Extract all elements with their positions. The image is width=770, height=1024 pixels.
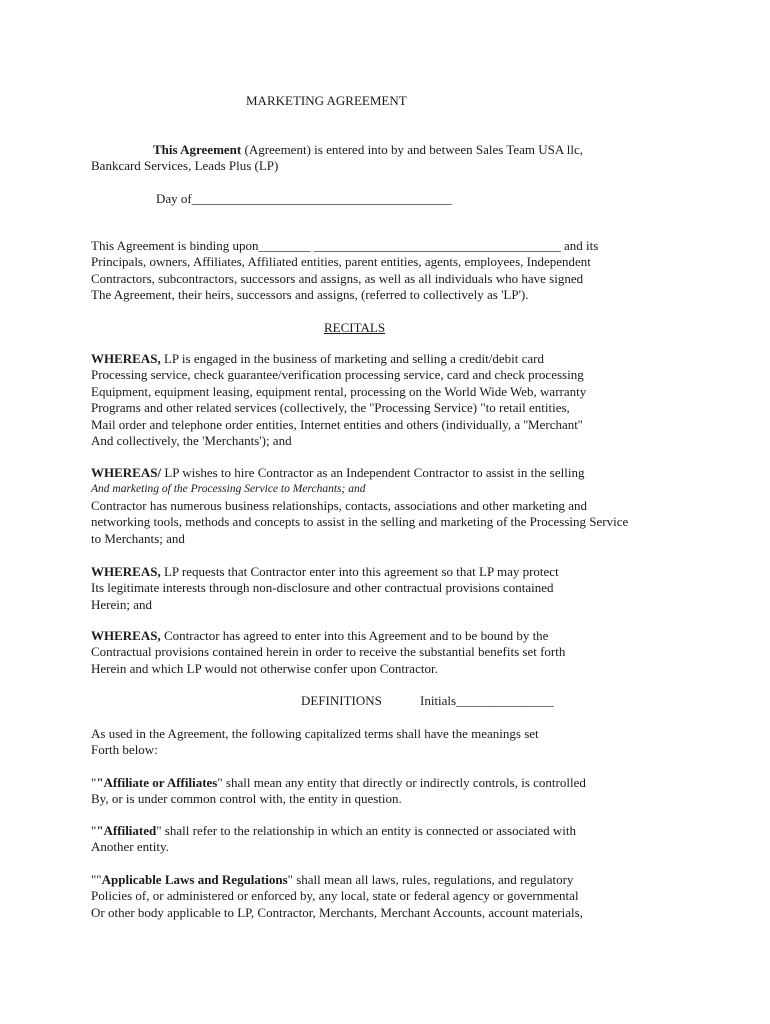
whereas-paragraph-1	[91, 351, 586, 449]
definition-term: "Affiliate or Affiliates	[96, 775, 218, 790]
whereas-text: LP wishes to hire Contractor as an Independent Contractor to assist in the selling	[161, 465, 585, 480]
whereas-first-line	[91, 628, 565, 644]
whereas-label: WHEREAS,	[91, 351, 161, 366]
definitions-heading: DEFINITIONS	[301, 693, 382, 708]
whereas-text: Contractor has agreed to enter into this Agreement and to be bound by the	[160, 628, 549, 643]
whereas-label: WHEREAS,	[91, 564, 161, 579]
whereas-line: Its legitimate interests through non-disclosure and other contractual provisions contained	[91, 580, 554, 596]
whereas-paragraph-4	[91, 628, 565, 677]
definition-quote: "	[91, 775, 97, 790]
day-line: Day of________________________________________	[156, 191, 452, 206]
recitals-heading: RECITALS	[324, 320, 386, 335]
intro-line-1	[153, 142, 583, 158]
whereas-line: Contractor has numerous business relationships, contacts, associations and other marketing and	[91, 497, 588, 513]
initials-line: Initials_______________	[420, 693, 554, 708]
whereas-italic-line: And marketing of the Processing Service to Merchants; and	[91, 483, 366, 496]
whereas-line: Programs and other related services (collectively, the ''Processing Service) "to retail entities,	[91, 400, 570, 416]
whereas-paragraph-3	[91, 564, 559, 613]
intro-text: (Agreement) is entered into by and between Sales Team USA llc,	[241, 142, 584, 157]
definition-term: Applicable Laws and Regulations	[101, 872, 288, 887]
definition-applicable-laws	[91, 872, 583, 921]
definitions-intro-line: As used in the Agreement, the following capitalized terms shall have the meanings set	[91, 726, 539, 741]
definition-text: " shall mean all laws, rules, regulations, and regulatory	[287, 872, 574, 887]
definition-line: By, or is under common control with, the entity in question.	[91, 791, 402, 807]
whereas-line: Equipment, equipment leasing, equipment rental, processing on the World Wide Web, warranty	[91, 383, 587, 399]
definition-text: " shall mean any entity that directly or indirectly controls, is controlled	[217, 775, 586, 790]
binding-line: This Agreement is binding upon________ ______________________________________ and its	[91, 238, 599, 253]
whereas-line: to Merchants; and	[91, 530, 185, 546]
whereas-line: Processing service, check guarantee/verification processing service, card and check processing	[91, 367, 584, 383]
definition-term: "Affiliated	[96, 823, 157, 838]
intro-bold: This Agreement	[153, 142, 242, 157]
definition-affiliated	[91, 823, 576, 856]
whereas-paragraph-2	[91, 465, 628, 547]
whereas-line: And collectively, the 'Merchants'); and	[91, 433, 292, 449]
binding-line: Contractors, subcontractors, successors and assigns, as well as all individuals who have signed	[91, 270, 584, 286]
whereas-line: Herein; and	[91, 596, 153, 612]
whereas-first-line	[91, 351, 586, 367]
document-title: MARKETING AGREEMENT	[246, 93, 407, 108]
binding-line: Principals, owners, Affiliates, Affiliated entities, parent entities, agents, employees, Independent	[91, 254, 591, 270]
definition-first-line	[91, 775, 586, 791]
whereas-label: WHEREAS/	[91, 465, 162, 480]
binding-line: The Agreement, their heirs, successors and assigns, (referred to collectively as 'LP').	[91, 287, 529, 303]
whereas-line: networking tools, methods and concepts to assist in the selling and marketing of the Processing Service	[91, 514, 629, 530]
whereas-line: Contractual provisions contained herein in order to receive the substantial benefits set forth	[91, 644, 566, 660]
definition-text: " shall refer to the relationship in which an entity is connected or associated with	[156, 823, 576, 838]
definition-first-line	[91, 823, 576, 839]
binding-paragraph	[91, 238, 598, 304]
definition-line: Another entity.	[91, 839, 169, 855]
definition-line: Or other body applicable to LP, Contractor, Merchants, Merchant Accounts, account materials,	[91, 904, 583, 920]
definition-line: Policies of, or administered or enforced by, any local, state or federal agency or governmental	[91, 888, 579, 904]
whereas-label: WHEREAS,	[91, 628, 161, 643]
whereas-first-line	[91, 465, 628, 481]
definition-quote: ""	[91, 872, 102, 887]
whereas-text: LP requests that Contractor enter into this agreement so that LP may protect	[160, 564, 559, 579]
whereas-line: Herein and which LP would not otherwise confer upon Contractor.	[91, 660, 438, 676]
definitions-intro-line: Forth below:	[91, 742, 158, 758]
intro-line-2: Bankcard Services, Leads Plus (LP)	[91, 158, 279, 173]
whereas-line: Mail order and telephone order entities, Internet entities and others (individually, a ''Merchant''	[91, 416, 583, 432]
whereas-text: LP is engaged in the business of marketing and selling a credit/debit card	[160, 351, 544, 366]
definition-affiliate	[91, 775, 586, 808]
whereas-first-line	[91, 564, 559, 580]
definition-first-line	[91, 872, 583, 888]
definitions-intro	[91, 726, 539, 759]
definition-quote: "	[91, 823, 97, 838]
